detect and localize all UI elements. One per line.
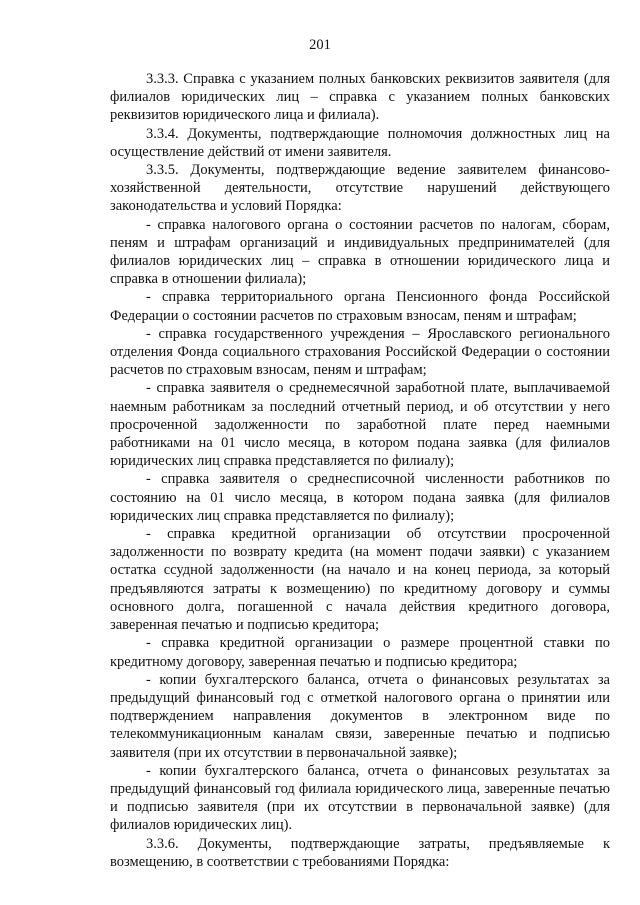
list-item-branch-balance-sheet-copies: - копии бухгалтерского баланса, отчета о финансовых результатах за предыдущий финансовый год филиала юридического лица, заверенные печатью и подписью заявителя (при их отсутствии в первоначальной заявке) (для филиалов юридических лиц). <box>110 762 610 834</box>
list-item-pension-fund-certificate: - справка территориального органа Пенсионного фонда Российской Федерации о состоянии расчетов по страховым взносам, пеням и штрафам; <box>110 289 610 324</box>
list-item-credit-debt-certificate: - справка кредитной организации об отсутствии просроченной задолженности по возврату кредита (на момент подачи заявки) с указанием остатка ссудной задолженности (на начало и на конец периода, за который предъявляются затраты к возмещению) по кредитному договору и суммы основного долга, погашенной с начала действия кредитного договора, заверенная печатью и подписью кредитора; <box>110 526 610 634</box>
page-number: 201 <box>309 37 331 53</box>
list-item-headcount-certificate: - справка заявителя о среднесписочной численности работников по состоянию на 01 число месяца, в котором подана заявка (для филиалов юридических лиц справка представляется по филиалу); <box>110 471 610 524</box>
document-body <box>110 70 610 871</box>
paragraph-3-3-5: 3.3.5. Документы, подтверждающие ведение заявителем финансово-хозяйственной деятельности, отсутствие нарушений действующего законодательства и условий Порядка: <box>110 162 610 215</box>
paragraph-3-3-6: 3.3.6. Документы, подтверждающие затраты, предъявляемые к возмещению, в соответствии с требованиями Порядка: <box>110 835 610 870</box>
list-item-interest-rate-certificate: - справка кредитной организации о размере процентной ставки по кредитному договору, заверенная печатью и подписью кредитора; <box>110 635 610 670</box>
paragraph-3-3-4: 3.3.4. Документы, подтверждающие полномочия должностных лиц на осуществление действий от имени заявителя. <box>110 125 610 160</box>
paragraph-3-3-3: 3.3.3. Справка с указанием полных банковских реквизитов заявителя (для филиалов юридических лиц – справка с указанием полных банковских реквизитов юридического лица и филиала). <box>110 71 610 124</box>
list-item-social-insurance-certificate: - справка государственного учреждения – Ярославского регионального отделения Фонда социального страхования Российской Федерации о состоянии расчетов по страховым взносам, пеням и штрафам; <box>110 325 610 379</box>
list-item-salary-certificate: - справка заявителя о среднемесячной заработной плате, выплачиваемой наемным работникам за последний отчетный период, и об отсутствии у него просроченной задолженности по заработной плате перед наемными работниками на 01 число месяца, в котором подана заявка (для филиалов юридических лиц справка представляется по филиалу); <box>110 380 610 470</box>
list-item-balance-sheet-copies: - копии бухгалтерского баланса, отчета о финансовых результатах за предыдущий финансовый год с отметкой налогового органа о принятии или подтверждением направления документов в электронном виде по телекоммуникационным каналам связи, заверенные печатью и подписью заявителя (при их отсутствии в первоначальной заявке); <box>110 671 610 761</box>
list-item-tax-certificate: - справка налогового органа о состоянии расчетов по налогам, сборам, пеням и штрафам организаций и индивидуальных предпринимателей (для филиалов юридических лиц – справка в отношении юридического лица и справка в отношении филиала); <box>110 216 610 288</box>
